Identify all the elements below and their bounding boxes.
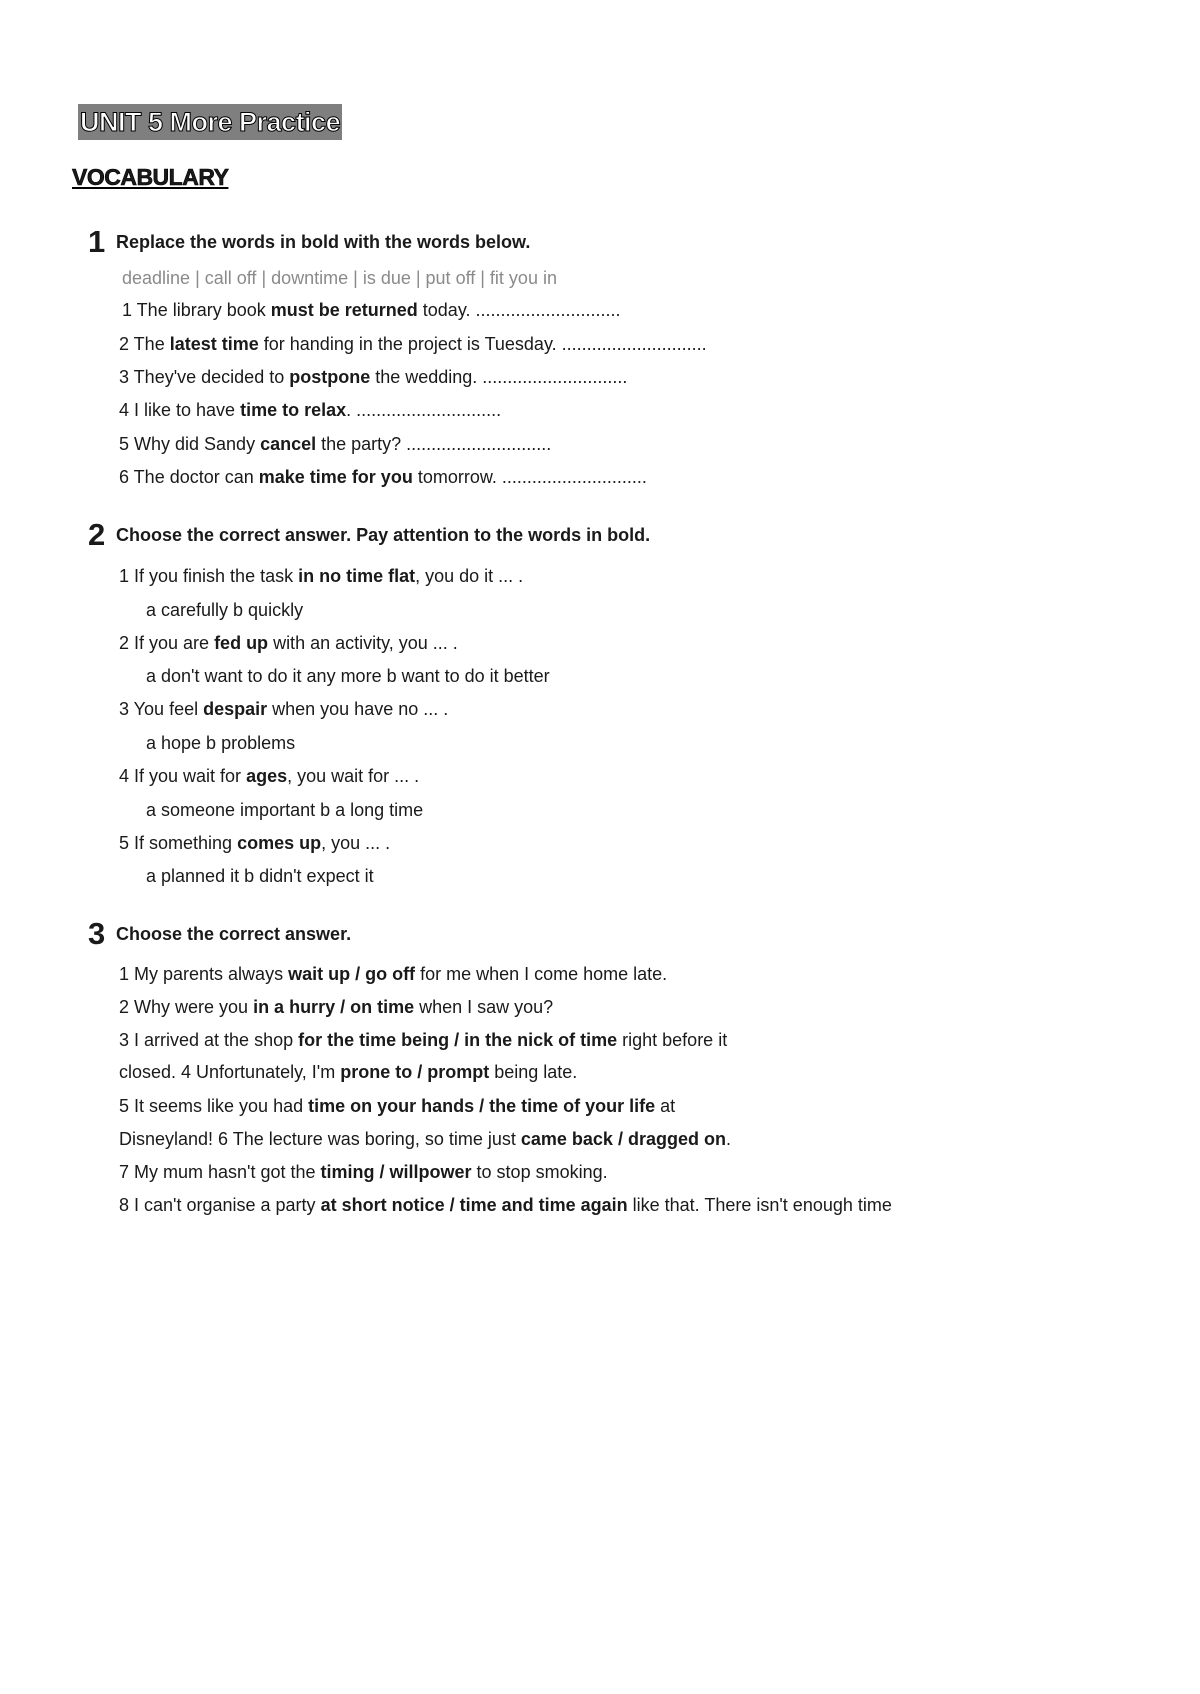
- exercise-item: 5 If something comes up, you ... .: [119, 833, 391, 853]
- exercise-item: closed. 4 Unfortunately, I'm prone to / prompt being late.: [119, 1062, 578, 1082]
- exercise-item: 5 Why did Sandy cancel the party? .............................: [119, 434, 552, 454]
- exercise-item: 3 I arrived at the shop for the time being / in the nick of time right before it: [119, 1030, 728, 1050]
- exercise-item: 2 Why were you in a hurry / on time when I saw you?: [119, 997, 554, 1017]
- page-title: UNIT 5 More Practice: [78, 104, 342, 140]
- exercise-item: Disneyland! 6 The lecture was boring, so time just came back / dragged on.: [119, 1129, 731, 1149]
- answer-options: a planned it b didn't expect it: [146, 866, 374, 886]
- exercise-item: 3 They've decided to postpone the wedding. .............................: [119, 367, 628, 387]
- exercise-item: 4 If you wait for ages, you wait for ... .: [119, 766, 420, 786]
- answer-options: a someone important b a long time: [146, 800, 424, 820]
- answer-options: a don't want to do it any more b want to do it better: [146, 666, 550, 686]
- exercise-item: 6 The doctor can make time for you tomorrow. .............................: [119, 467, 647, 487]
- exercise-item: 7 My mum hasn't got the timing / willpower to stop smoking.: [119, 1162, 608, 1182]
- exercise-item: 2 If you are fed up with an activity, you ... .: [119, 633, 458, 653]
- exercise-item: 2 The latest time for handing in the project is Tuesday. .............................: [119, 334, 707, 354]
- exercise-number: 1: [88, 224, 106, 259]
- exercise-item: 5 It seems like you had time on your hands / the time of your life at: [119, 1096, 676, 1116]
- exercise-instruction: Replace the words in bold with the words below.: [116, 232, 531, 252]
- answer-options: a hope b problems: [146, 733, 296, 753]
- exercise-item: 4 I like to have time to relax. .............................: [119, 400, 502, 420]
- exercise-number: 2: [88, 517, 106, 552]
- exercise-item: 1 The library book must be returned today. .............................: [122, 300, 621, 320]
- word-box: deadline | call off | downtime | is due | put off | fit you in: [122, 268, 557, 288]
- exercise-instruction: Choose the correct answer. Pay attention to the words in bold.: [116, 525, 651, 545]
- exercise-item: 1 If you finish the task in no time flat, you do it ... .: [119, 566, 524, 586]
- exercise-instruction: Choose the correct answer.: [116, 924, 352, 944]
- exercise-number: 3: [88, 916, 106, 951]
- answer-options: a carefully b quickly: [146, 600, 304, 620]
- exercise-item: 8 I can't organise a party at short notice / time and time again like that. There isn't enough time: [119, 1195, 892, 1215]
- exercise-item: 3 You feel despair when you have no ... .: [119, 699, 449, 719]
- exercise-item: 1 My parents always wait up / go off for me when I come home late.: [119, 964, 668, 984]
- section-title: VOCABULARY: [72, 164, 229, 190]
